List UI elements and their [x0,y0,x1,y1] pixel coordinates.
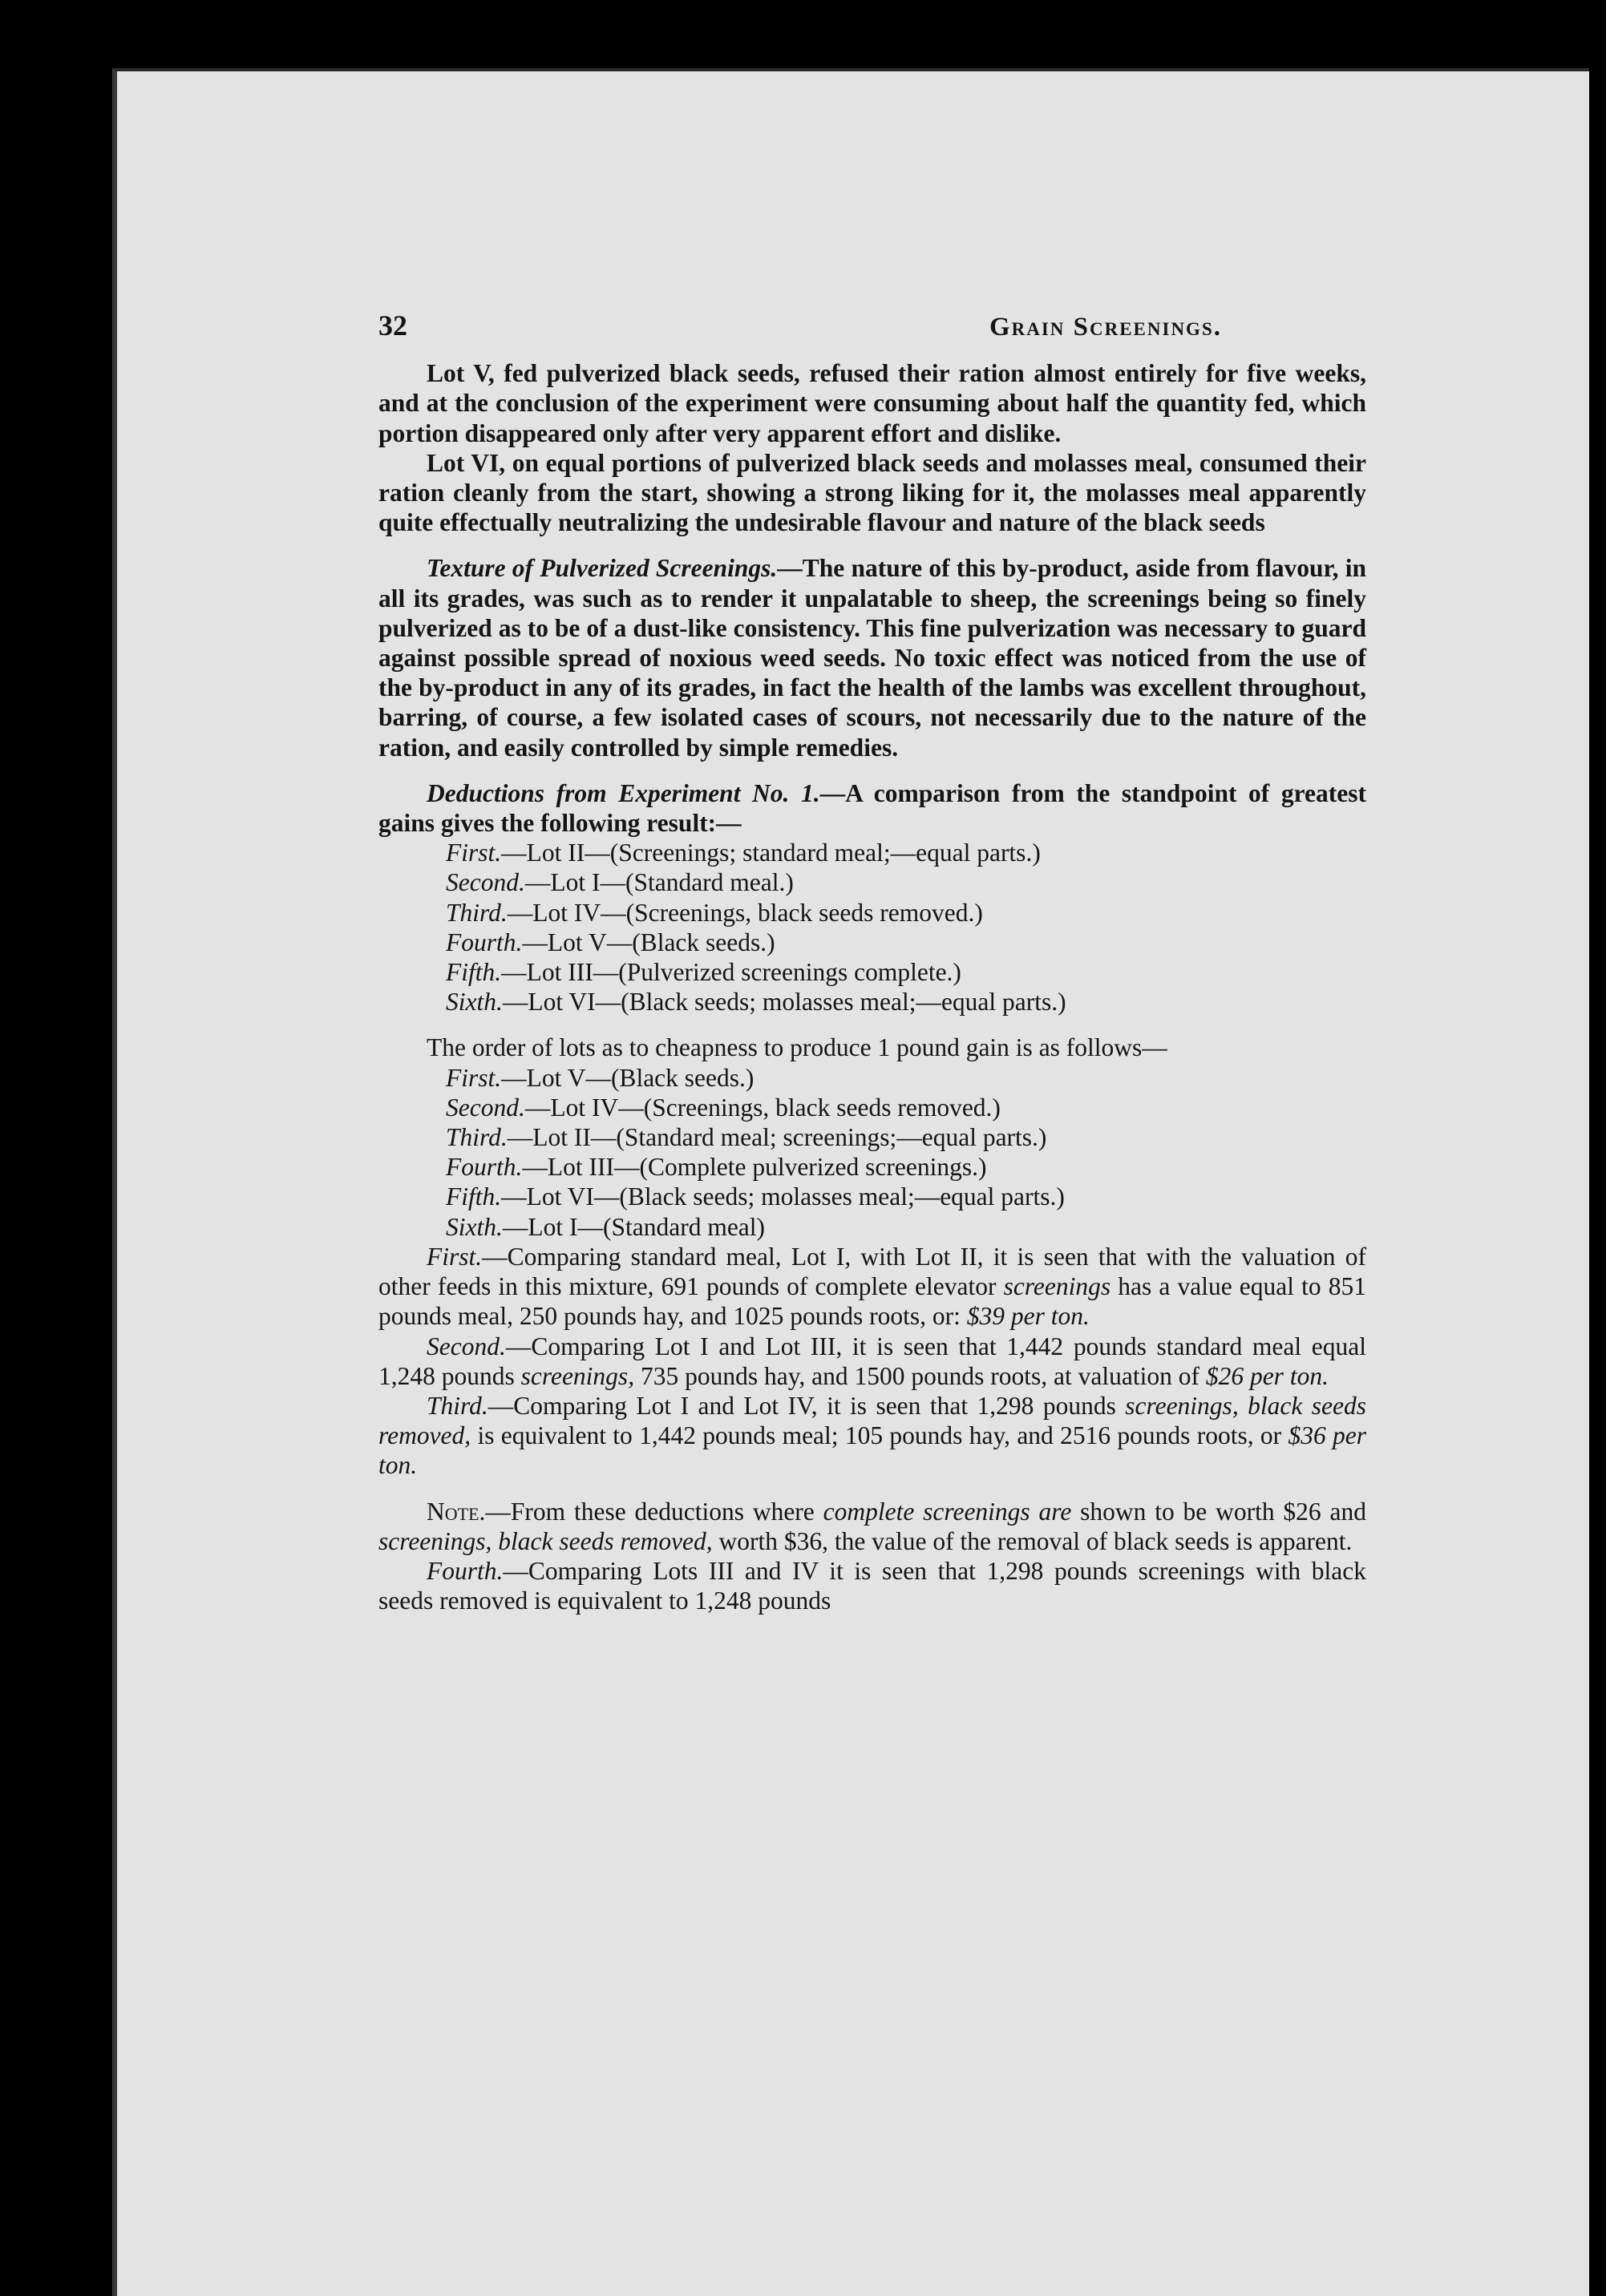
list-text: —Lot VI—(Black seeds; molasses meal;—equal parts.) [501,1182,1065,1211]
note-italic: complete screenings are [823,1497,1072,1526]
paragraph-lot-6: Lot VI, on equal portions of pulverized black seeds and molasses meal, consumed their ration cleanly from the start, showing a strong liking for it, the molasses meal apparently quite effectually neutralizing the undesirable flavour and nature of the black seeds [378,448,1366,537]
list-text: —Lot V—(Black seeds.) [501,1063,754,1092]
comparison-text: —Comparing standard meal, Lot I, with Lot II, it is seen that with the valuation of other feeds in this mixture, 691 pounds of complete elevator [378,1242,1366,1301]
list-item [378,987,1366,1017]
list-ordinal: Fourth. [446,1153,523,1182]
list-item [378,1152,1366,1182]
paragraph-lot-5: Lot V, fed pulverized black seeds, refused their ration almost entirely for five weeks, and at the conclusion of the experiment were consuming about half the quantity fed, which portion disappeared only after very apparent effort and dislike. [378,359,1366,447]
deductions-heading: Deductions from Experiment No. 1. [427,778,820,807]
paragraph-order-intro: The order of lots as to cheapness to produce 1 pound gain is as follows— [427,1033,1167,1062]
comparison-text: —Comparing Lots III and IV it is seen that 1,298 pounds screenings with black seeds removed is equivalent to 1,248 pounds [378,1556,1366,1615]
list-ordinal: Second. [446,1093,525,1122]
list-text: —Lot IV—(Screenings, black seeds removed.) [524,1093,1001,1122]
page-body [378,311,1366,1615]
list-ordinal: First. [446,839,502,867]
comparison-italic: $36 per ton. [378,1421,1366,1480]
list-text: —Lot I—(Standard meal.) [524,868,794,897]
list-item [378,957,1366,987]
paragraph-comparison-fourth [378,1556,1366,1615]
note-italic: screenings, black seeds removed, [378,1526,713,1555]
paragraph-comparison-second [378,1332,1366,1391]
list-item [378,1063,1366,1093]
comparison-italic: $39 per ton. [966,1302,1090,1331]
list-item [378,928,1366,957]
cheapness-list [378,1063,1366,1242]
list-item [378,867,1366,897]
list-item [378,898,1366,928]
comparison-italic: screenings, [520,1361,635,1390]
paragraph-comparison-third [378,1391,1366,1481]
list-item [378,838,1366,867]
note-label: Note. [427,1497,486,1526]
comparison-italic: screenings, black seeds removed, [378,1391,1366,1450]
list-ordinal: Third. [446,1123,508,1152]
list-item [378,1212,1366,1242]
list-text: —Lot I—(Standard meal) [502,1212,766,1241]
paragraph-note [378,1497,1366,1556]
list-ordinal: Fifth. [446,958,502,987]
gains-list [378,838,1366,1017]
list-item [378,1122,1366,1152]
list-text: —Lot VI—(Black seeds; molasses meal;—equal parts.) [502,988,1066,1017]
texture-text: —The nature of this by-product, aside from flavour, in all its grades, was such as to render it unpalatable to sheep, the screenings being so finely pulverized as to be of a dust-like consistency. This fine pulverization was necessary to guard against possible spread of noxious weed seeds. No toxic effect was noticed from the use of the by-product in any of its grades, in fact the health of the lambs was excellent throughout, barring, of course, a few isolated cases of scours, not necessarily due to the nature of the ration, and easily controlled by simple remedies. [378,554,1366,762]
list-item [378,1182,1366,1211]
list-text: —Lot II—(Standard meal; screenings;—equal parts.) [507,1123,1047,1152]
comparison-ordinal: Third. [427,1391,488,1420]
running-head: Grain Screenings. [989,313,1222,342]
list-ordinal: Fourth. [446,928,523,956]
comparison-text: —Comparing Lot I and Lot IV, it is seen that 1,298 pounds [487,1391,1126,1420]
comparison-italic: $26 per ton. [1205,1361,1329,1390]
list-ordinal: Fifth. [446,1182,502,1211]
comparison-text: 735 pounds hay, and 1500 pounds roots, at valuation of [634,1361,1206,1390]
comparison-text: has a value equal to 851 pounds meal, 250 pounds hay, and 1025 pounds roots, or: [378,1272,1366,1331]
texture-heading: Texture of Pulverized Screenings. [427,554,778,583]
list-text: —Lot III—(Complete pulverized screenings.) [522,1153,987,1182]
page-header [378,311,1366,342]
paragraph-comparison-first [378,1242,1366,1332]
comparison-ordinal: Second. [427,1332,506,1360]
list-text: —Lot II—(Screenings; standard meal;—equal parts.) [501,839,1041,867]
list-text: —Lot V—(Black seeds.) [522,928,775,956]
list-item [378,1093,1366,1122]
list-ordinal: Second. [446,868,525,897]
paragraph-texture [378,553,1366,762]
note-text: —From these deductions where [485,1497,823,1526]
comparison-italic: screenings [1003,1272,1111,1301]
comparison-ordinal: First. [427,1242,483,1271]
deductions-text: —A comparison from the standpoint of greatest gains gives the following result:— [378,778,1367,838]
page-number: 32 [378,309,407,342]
list-ordinal: First. [446,1063,502,1092]
comparison-text: is equivalent to 1,442 pounds meal; 105 pounds hay, and 2516 pounds roots, or [471,1421,1288,1450]
list-text: —Lot III—(Pulverized screenings complete.) [501,958,961,987]
paragraph-deductions [378,778,1366,838]
comparison-text: —Comparing Lot I and Lot III, it is seen that 1,442 pounds standard meal equal 1,248 pounds [378,1332,1366,1390]
list-text: —Lot IV—(Screenings, black seeds removed.) [507,898,983,927]
comparison-ordinal: Fourth. [427,1556,504,1585]
list-ordinal: Sixth. [446,988,503,1017]
list-ordinal: Third. [446,898,508,927]
list-ordinal: Sixth. [446,1212,503,1241]
note-text: shown to be worth $26 and [1071,1497,1366,1526]
note-text: worth $36, the value of the removal of black seeds is apparent. [712,1526,1353,1555]
